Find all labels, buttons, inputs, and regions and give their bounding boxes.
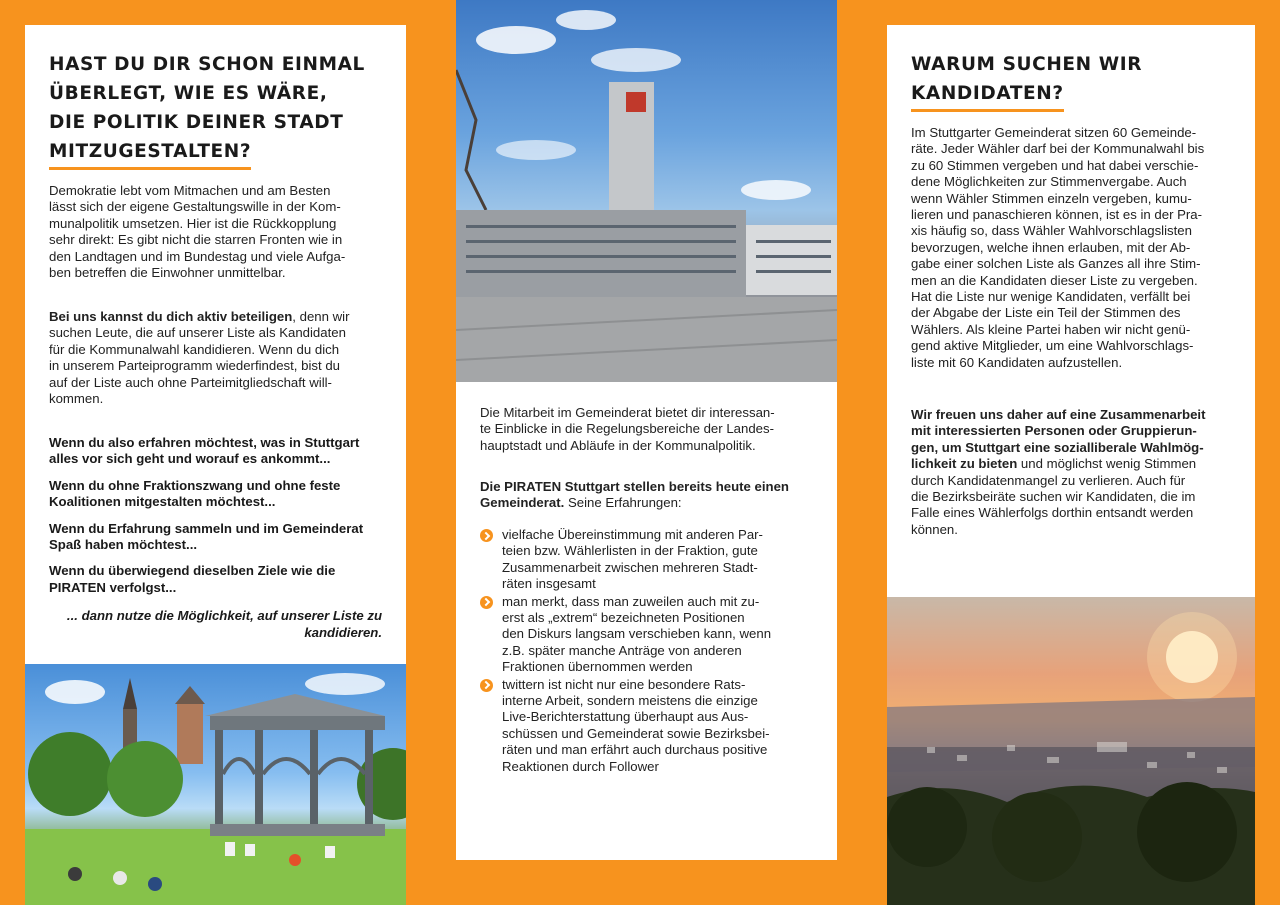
statement-bold-line: Gemeinderat. — [480, 495, 565, 511]
list-item — [480, 677, 813, 775]
heading-line: WARUM SUCHEN WIR — [911, 54, 1143, 75]
town-hall-photo — [456, 0, 837, 382]
body-line: dene Möglichkeiten zur Stimmenvergabe. Auch — [911, 174, 1187, 190]
participate-line: , denn wir — [292, 309, 350, 324]
body-line: gabe einer solchen Liste als Ganzes all ihre Stim- — [911, 256, 1201, 272]
bullet-line: Reaktionen durch Follower — [502, 758, 659, 774]
bullet-line: z.B. später manche Anträge von anderen — [502, 642, 742, 658]
park-pavilion-photo — [25, 664, 406, 905]
right-panel — [887, 25, 1255, 905]
bullet-line: teien bzw. Wählerlisten in der Fraktion, gute — [502, 543, 758, 559]
cooperation-line: können. — [911, 521, 958, 537]
cooperation-rest: und möglichst wenig Stimmen — [1017, 456, 1197, 472]
city-sunset-photo — [887, 597, 1255, 905]
cooperation-bold-line: gen, um Stuttgart eine sozialliberale Wahlmög- — [911, 439, 1204, 455]
participate-bold: Bei uns kannst du dich aktiv beteiligen — [49, 309, 293, 324]
left-heading — [49, 50, 389, 170]
chevron-right-icon — [480, 596, 493, 609]
cooperation-line: Falle eines Wählerfolgs dorthin entsandt werden — [911, 505, 1194, 521]
intro-line: Demokratie lebt vom Mitmachen und am Besten — [49, 183, 331, 198]
participate-line: kommen. — [49, 391, 104, 407]
question-line: Wenn du Erfahrung sammeln und im Gemeinderat — [49, 520, 364, 536]
chevron-right-icon — [480, 529, 493, 542]
body-line: Wählers. Als kleine Partei haben wir nicht genü- — [911, 321, 1191, 337]
bullet-line: erst als „extrem“ bezeichneten Positionen — [502, 610, 745, 626]
city-sunset-illustration — [887, 597, 1255, 905]
middle-statement — [480, 479, 813, 512]
statement-bold-line: Die PIRATEN Stuttgart stellen bereits heute einen — [480, 479, 789, 494]
question-line: PIRATEN verfolgst... — [49, 579, 177, 595]
bullet-line: vielfache Übereinstimmung mit anderen Par- — [502, 527, 763, 542]
list-item — [480, 594, 813, 676]
right-cooperation — [911, 407, 1231, 538]
left-closing — [49, 607, 382, 641]
bullet-line: man merkt, dass man zuweilen auch mit zu- — [502, 593, 760, 609]
heading-line-underlined: KANDIDATEN? — [911, 79, 1064, 112]
left-participate — [49, 309, 381, 407]
body-line: gend aktive Mitglieder, um eine Wahlvorschlags- — [911, 338, 1194, 354]
bullet-line: Fraktionen übernommen werden — [502, 659, 693, 675]
intro-line: sehr direkt: Es gibt nicht die starren Fronten wie in — [49, 232, 343, 248]
left-heading-block — [49, 50, 389, 170]
cooperation-bold-line: Wir freuen uns daher auf eine Zusammenarbeit — [911, 407, 1206, 422]
bullet-line: räten und man erfährt auch durchaus positive — [502, 742, 768, 758]
question-line: Spaß haben möchtest... — [49, 537, 198, 553]
left-questions — [49, 435, 389, 606]
body-line: bevorzugen, welche ihnen erlauben, mit der Ab- — [911, 239, 1191, 255]
cooperation-line: durch Kandidatenmangel zu verlieren. Auch für — [911, 472, 1186, 488]
intro-line: Die Mitarbeit im Gemeinderat bietet dir interessan- — [480, 405, 775, 420]
body-line: liste mit 60 Kandidaten aufzustellen. — [911, 354, 1123, 370]
intro-line: munalpolitik umsetzen. Hier ist die Rückkopplung — [49, 215, 337, 231]
intro-line: hauptstadt und Abläufe in der Kommunalpolitik. — [480, 437, 756, 453]
question-line: Wenn du überwiegend dieselben Ziele wie die — [49, 563, 336, 579]
body-line: wenn Wähler Stimmen einzeln vergeben, kumu- — [911, 190, 1192, 206]
intro-line: ben betreffen die Einwohner unmittelbar. — [49, 265, 286, 281]
heading-line-underlined: MITZUGESTALTEN? — [49, 137, 251, 170]
bullet-line: interne Arbeit, sondern meistens die einzige — [502, 693, 758, 709]
middle-panel — [456, 0, 837, 860]
bullet-line: Zusammenarbeit zwischen mehreren Stadt- — [502, 559, 758, 575]
intro-line: te Einblicke in die Regelungsbereiche der Landes- — [480, 421, 774, 437]
statement-rest: Seine Erfahrungen: — [564, 495, 682, 511]
intro-line: lässt sich der eigene Gestaltungswille in der Kom- — [49, 199, 341, 215]
body-line: men an die Kandidaten dieser Liste zu vergeben. — [911, 272, 1198, 288]
closing-line: ... dann nutze die Möglichkeit, auf unserer Liste zu — [66, 608, 382, 623]
bullet-line: twittern ist nicht nur eine besondere Rats- — [502, 676, 746, 692]
bullet-line: schüssen und Gemeinderat sowie Bezirksbei- — [502, 725, 770, 741]
heading-line: DIE POLITIK DEINER STADT — [49, 112, 344, 133]
body-line: Im Stuttgarter Gemeinderat sitzen 60 Gemeinde- — [911, 125, 1197, 140]
right-heading — [911, 50, 1241, 112]
left-intro — [49, 183, 381, 281]
heading-line: HAST DU DIR SCHON EINMAL — [49, 54, 365, 75]
right-body — [911, 125, 1231, 371]
question-line: Koalitionen mitgestalten möchtest... — [49, 494, 276, 510]
question — [49, 435, 389, 468]
closing-line: kandidieren. — [304, 625, 382, 640]
park-pavilion-illustration — [25, 664, 406, 905]
body-line: zu 60 Stimmen vergeben und hat dabei verschie- — [911, 157, 1199, 173]
body-line: xis häufig so, dass Wähler Wahlvorschlagslisten — [911, 223, 1192, 239]
participate-line: für die Kommunalwahl kandidieren. Wenn du dich — [49, 341, 340, 357]
body-line: lieren und panaschieren können, ist es in der Pra- — [911, 207, 1203, 223]
question — [49, 563, 389, 596]
cooperation-bold-line: mit interessierten Personen oder Gruppierun- — [911, 423, 1197, 439]
participate-line: in unserem Parteiprogramm wiederfindest, bist du — [49, 358, 340, 374]
body-line: Hat die Liste nur wenige Kandidaten, verfällt bei — [911, 289, 1191, 305]
town-hall-illustration — [456, 0, 837, 382]
bullet-line: Live-Berichterstattung überhaupt aus Aus- — [502, 709, 749, 725]
chevron-right-icon — [480, 679, 493, 692]
cooperation-line: die Bezirksbeiräte suchen wir Kandidaten, die im — [911, 489, 1196, 505]
body-line: räte. Jeder Wähler darf bei der Kommunalwahl bis — [911, 141, 1205, 157]
question — [49, 478, 389, 511]
left-panel — [25, 25, 406, 905]
body-line: der Abgabe der Liste ein Teil der Stimmen des — [911, 305, 1181, 321]
bullet-line: räten insgesamt — [502, 576, 596, 592]
question-line: Wenn du also erfahren möchtest, was in Stuttgart — [49, 435, 360, 450]
bullet-line: den Diskurs langsam verschieben kann, wenn — [502, 626, 772, 642]
participate-line: suchen Leute, die auf unserer Liste als Kandidaten — [49, 325, 346, 341]
heading-line: ÜBERLEGT, WIE ES WÄRE, — [49, 83, 328, 104]
question — [49, 521, 389, 554]
question-line: Wenn du ohne Fraktionszwang und ohne feste — [49, 477, 341, 493]
right-heading-block — [911, 50, 1241, 112]
intro-line: den Landtagen und im Bundestag und viele Aufga- — [49, 248, 346, 264]
list-item — [480, 527, 813, 593]
participate-line: auf der Liste auch ohne Parteimitgliedschaft will- — [49, 374, 332, 390]
experience-list — [480, 527, 813, 776]
question-line: alles vor sich geht und worauf es ankommt... — [49, 451, 331, 467]
cooperation-bold-line: lichkeit zu bieten — [911, 456, 1018, 472]
middle-intro — [480, 405, 813, 454]
